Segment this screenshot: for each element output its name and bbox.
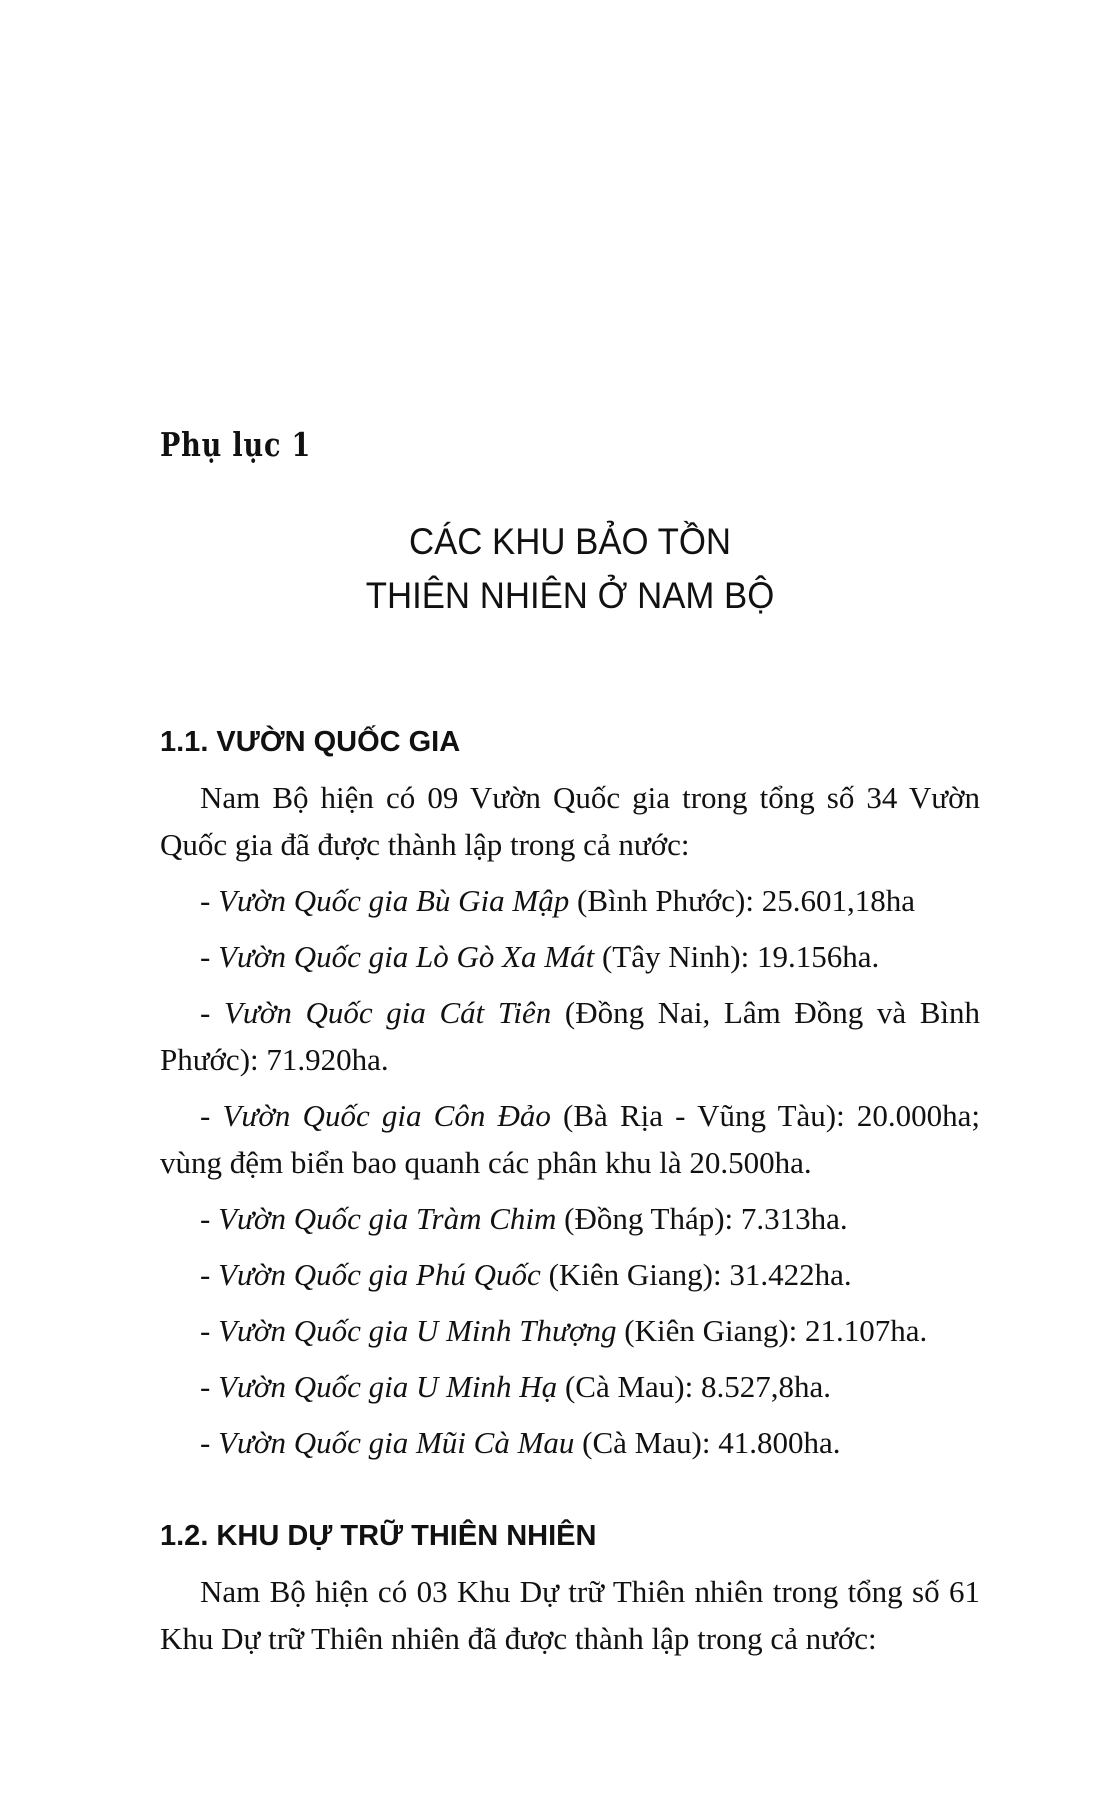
list-item: - Vườn Quốc gia U Minh Hạ (Cà Mau): 8.527,8ha.: [200, 1369, 831, 1404]
section-heading: 1.2. KHU DỰ TRỮ THIÊN NHIÊN: [160, 1520, 597, 1552]
main-title: [185, 515, 956, 623]
section-national-parks: [160, 722, 980, 1466]
list-item: - Vườn Quốc gia Mũi Cà Mau (Cà Mau): 41.800ha.: [200, 1425, 841, 1460]
list-item: - Vườn Quốc gia Lò Gò Xa Mát (Tây Ninh): 19.156ha.: [200, 939, 880, 974]
park-name: Vườn Quốc gia Bù Gia Mập: [218, 883, 570, 918]
title-line-1: CÁC KHU BẢO TỒN: [408, 521, 732, 562]
list-item: - Vườn Quốc gia U Minh Thượng (Kiên Giang): 21.107ha.: [200, 1313, 928, 1348]
list-item: - Vườn Quốc gia Tràm Chim (Đồng Tháp): 7.313ha.: [200, 1201, 848, 1236]
section-intro: Nam Bộ hiện có 09 Vườn Quốc gia trong tổng số 34 Vườn Quốc gia đã được thành lập trong cả nước:: [160, 780, 980, 862]
park-name: Vườn Quốc gia Cát Tiên: [223, 995, 552, 1030]
section-intro: Nam Bộ hiện có 03 Khu Dự trữ Thiên nhiên trong tổng số 61 Khu Dự trữ Thiên nhiên đã được thành lập trong cả nước:: [160, 1574, 980, 1656]
park-name: Vườn Quốc gia U Minh Thượng: [218, 1313, 617, 1348]
appendix-label: Phụ lục 1: [160, 425, 312, 464]
list-item: - Vườn Quốc gia Cát Tiên (Đồng Nai, Lâm Đồng và Bình Phước): 71.920ha.: [160, 995, 981, 1077]
section-heading: 1.1. VƯỜN QUỐC GIA: [160, 726, 461, 758]
park-name: Vườn Quốc gia Lò Gò Xa Mát: [218, 939, 595, 974]
section-nature-reserves: [160, 1516, 980, 1662]
park-name: Vườn Quốc gia Tràm Chim: [218, 1201, 557, 1236]
list-item: - Vườn Quốc gia Bù Gia Mập (Bình Phước): 25.601,18ha: [200, 883, 916, 918]
list-item: - Vườn Quốc gia Phú Quốc (Kiên Giang): 31.422ha.: [200, 1257, 852, 1292]
title-line-2: THIÊN NHIÊN Ở NAM BỘ: [365, 575, 775, 616]
list-item: - Vườn Quốc gia Côn Đảo (Bà Rịa - Vũng Tàu): 20.000ha; vùng đệm biển bao quanh các phân khu là 20.500ha.: [160, 1098, 981, 1180]
park-name: Vườn Quốc gia U Minh Hạ: [218, 1369, 558, 1404]
park-name: Vườn Quốc gia Mũi Cà Mau: [218, 1425, 575, 1460]
park-name: Vườn Quốc gia Côn Đảo: [222, 1098, 551, 1133]
park-name: Vườn Quốc gia Phú Quốc: [218, 1257, 541, 1292]
